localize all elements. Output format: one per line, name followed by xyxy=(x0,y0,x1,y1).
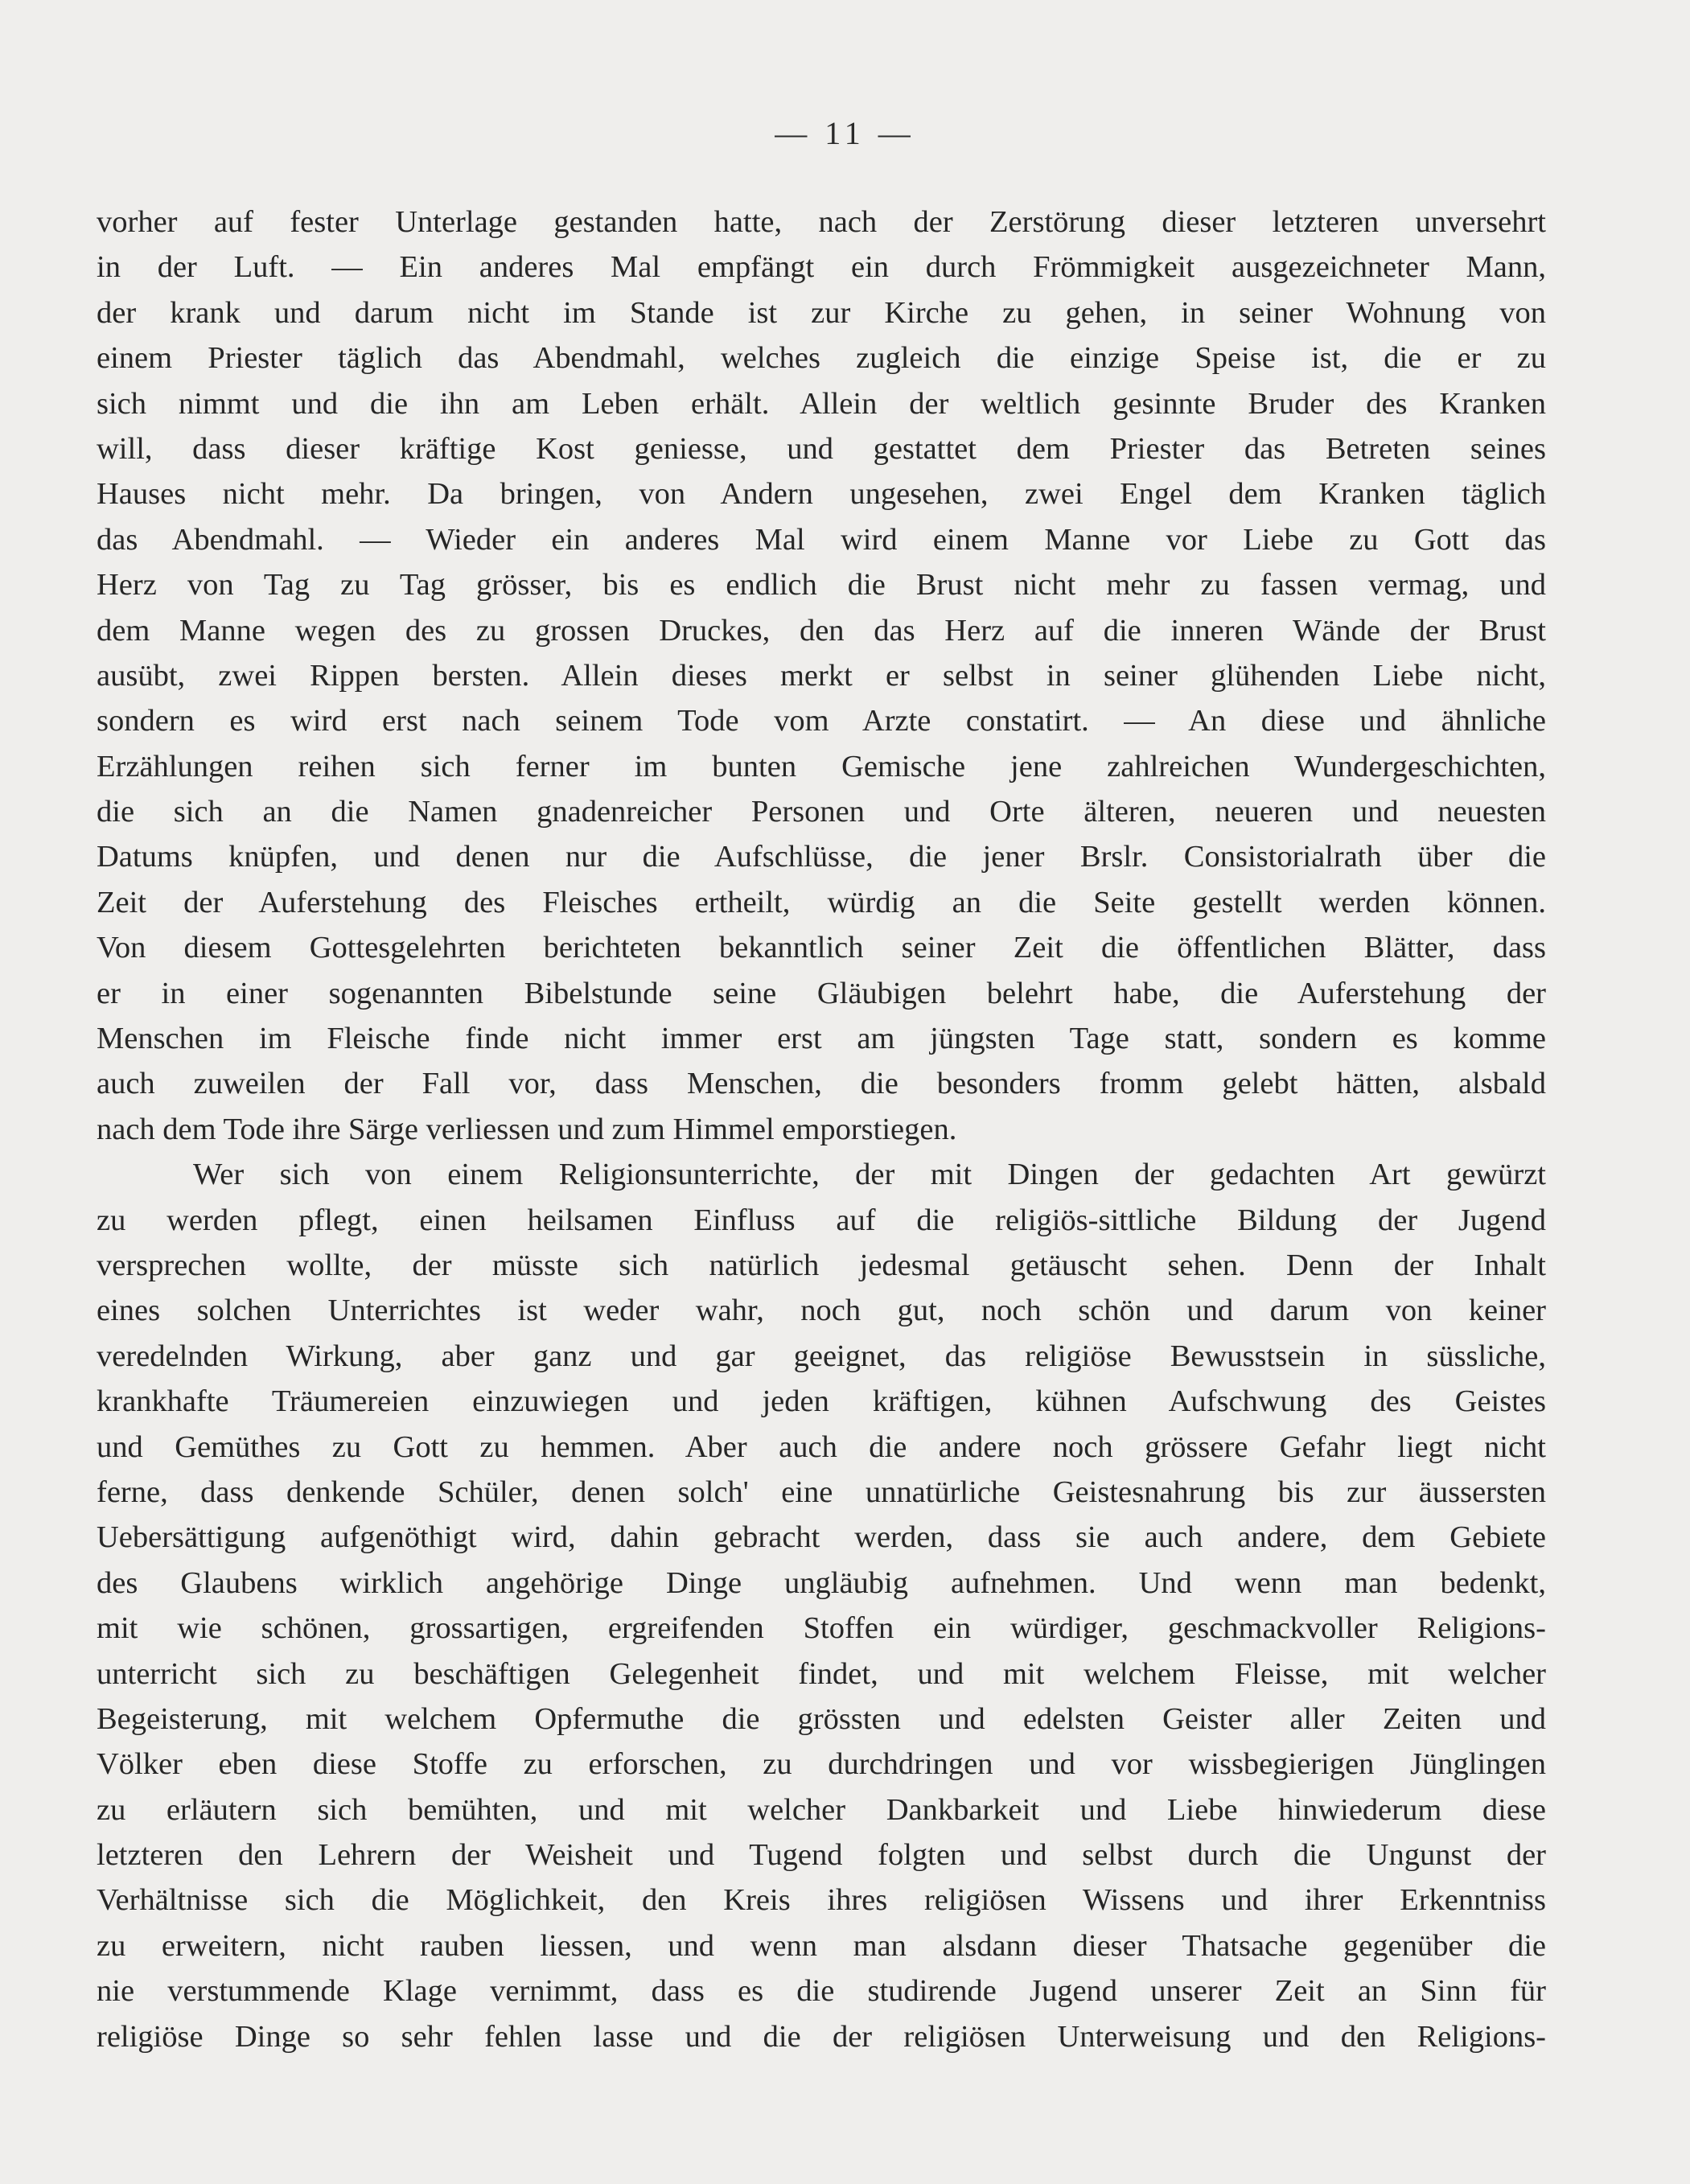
text-line: zu werden pflegt, einen heilsamen Einfluss auf die religiös-sittliche Bildung der Jugend xyxy=(97,1203,1546,1237)
text-line: Datums knüpfen, und denen nur die Aufschlüsse, die jener Brslr. Consistorialrath über die xyxy=(97,840,1546,874)
text-line: sich nimmt und die ihn am Leben erhält. Allein der weltlich gesinnte Bruder des Kranken xyxy=(97,386,1546,421)
text-line: einem Priester täglich das Abendmahl, welches zugleich die einzige Speise ist, die er zu xyxy=(97,341,1546,376)
text-line: vorher auf fester Unterlage gestanden hatte, nach der Zerstörung dieser letzteren unversehrt xyxy=(97,205,1546,239)
text-line: zu erläutern sich bemühten, und mit welcher Dankbarkeit und Liebe hinwiederum diese xyxy=(97,1792,1546,1827)
text-line: krankhafte Träumereien einzuwiegen und jeden kräftigen, kühnen Aufschwung des Geistes xyxy=(97,1384,1546,1419)
text-line: der krank und darum nicht im Stande ist zur Kirche zu gehen, in seiner Wohnung von xyxy=(97,295,1546,330)
paragraph-2 xyxy=(97,1152,1546,2059)
text-line: die sich an die Namen gnadenreicher Personen und Orte älteren, neueren und neuesten xyxy=(97,795,1546,829)
text-line: ferne, dass denkende Schüler, denen solch' eine unnatürliche Geistesnahrung bis zur äussersten xyxy=(97,1475,1546,1509)
text-line: ausübt, zwei Rippen bersten. Allein dieses merkt er selbst in seiner glühenden Liebe nicht, xyxy=(97,658,1546,693)
text-line: Herz von Tag zu Tag grösser, bis es endlich die Brust nicht mehr zu fassen vermag, und xyxy=(97,568,1546,603)
text-line: unterricht sich zu beschäftigen Gelegenheit findet, und mit welchem Fleisse, mit welcher xyxy=(97,1656,1546,1691)
text-line: Verhältnisse sich die Möglichkeit, den Kreis ihres religiösen Wissens und ihrer Erkenntniss xyxy=(97,1883,1546,1918)
body-text xyxy=(97,199,1546,2059)
text-line: versprechen wollte, der müsste sich natürlich jedesmal getäuscht sehen. Denn der Inhalt xyxy=(97,1248,1546,1282)
text-line: veredelnden Wirkung, aber ganz und gar geeignet, das religiöse Bewusstsein in süssliche, xyxy=(97,1339,1546,1373)
text-line: Menschen im Fleische finde nicht immer erst am jüngsten Tage statt, sondern es komme xyxy=(97,1022,1546,1056)
text-line: letzteren den Lehrern der Weisheit und Tugend folgten und selbst durch die Ungunst der xyxy=(97,1838,1546,1873)
text-line: Völker eben diese Stoffe zu erforschen, zu durchdringen und vor wissbegierigen Jünglingen xyxy=(97,1747,1546,1782)
page-number: — 11 — xyxy=(775,115,915,151)
text-line: Zeit der Auferstehung des Fleisches ertheilt, würdig an die Seite gestellt werden können. xyxy=(97,885,1546,919)
text-line: mit wie schönen, grossartigen, ergreifenden Stoffen ein würdiger, geschmackvoller Religions- xyxy=(97,1611,1546,1646)
text-line: sondern es wird erst nach seinem Tode vom Arzte constatirt. — An diese und ähnliche xyxy=(97,704,1546,738)
text-line: Hauses nicht mehr. Da bringen, von Andern ungesehen, zwei Engel dem Kranken täglich xyxy=(97,477,1546,512)
text-line: religiöse Dinge so sehr fehlen lasse und die der religiösen Unterweisung und den Religions- xyxy=(97,2019,1546,2054)
text-line: nach dem Tode ihre Särge verliessen und zum Himmel emporstiegen. xyxy=(97,1112,957,1146)
text-line: Uebersättigung aufgenöthigt wird, dahin gebracht werden, dass sie auch andere, dem Gebiete xyxy=(97,1520,1546,1555)
text-line: das Abendmahl. — Wieder ein anderes Mal wird einem Manne vor Liebe zu Gott das xyxy=(97,522,1546,557)
text-line: Begeisterung, mit welchem Opfermuthe die grössten und edelsten Geister aller Zeiten und xyxy=(97,1701,1546,1736)
text-line: und Gemüthes zu Gott zu hemmen. Aber auch die andere noch grössere Gefahr liegt nicht xyxy=(97,1429,1546,1464)
text-line: in der Luft. — Ein anderes Mal empfängt ein durch Frömmigkeit ausgezeichneter Mann, xyxy=(97,250,1546,285)
text-line: Von diesem Gottesgelehrten berichteten bekanntlich seiner Zeit die öffentlichen Blätter, dass xyxy=(97,931,1546,965)
text-line: eines solchen Unterrichtes ist weder wahr, noch gut, noch schön und darum von keiner xyxy=(97,1294,1546,1328)
text-line: er in einer sogenannten Bibelstunde seine Gläubigen belehrt habe, die Auferstehung der xyxy=(97,976,1546,1010)
text-line: dem Manne wegen des zu grossen Druckes, den das Herz auf die inneren Wände der Brust xyxy=(97,613,1546,648)
text-line: des Glaubens wirklich angehörige Dinge ungläubig aufnehmen. Und wenn man bedenkt, xyxy=(97,1565,1546,1600)
text-line: Wer sich von einem Religionsunterrichte, der mit Dingen der gedachten Art gewürzt xyxy=(193,1158,1546,1192)
text-line: nie verstummende Klage vernimmt, dass es die studirende Jugend unserer Zeit an Sinn für xyxy=(97,1974,1546,2009)
text-line: auch zuweilen der Fall vor, dass Menschen, die besonders fromm gelebt hätten, alsbald xyxy=(97,1067,1546,1101)
paragraph-1 xyxy=(97,199,1546,1152)
text-line: will, dass dieser kräftige Kost geniesse, und gestattet dem Priester das Betreten seines xyxy=(97,431,1546,466)
text-line: zu erweitern, nicht rauben liessen, und wenn man alsdann dieser Thatsache gegenüber die xyxy=(97,1928,1546,1963)
text-line: Erzählungen reihen sich ferner im bunten Gemische jene zahlreichen Wundergeschichten, xyxy=(97,749,1546,784)
